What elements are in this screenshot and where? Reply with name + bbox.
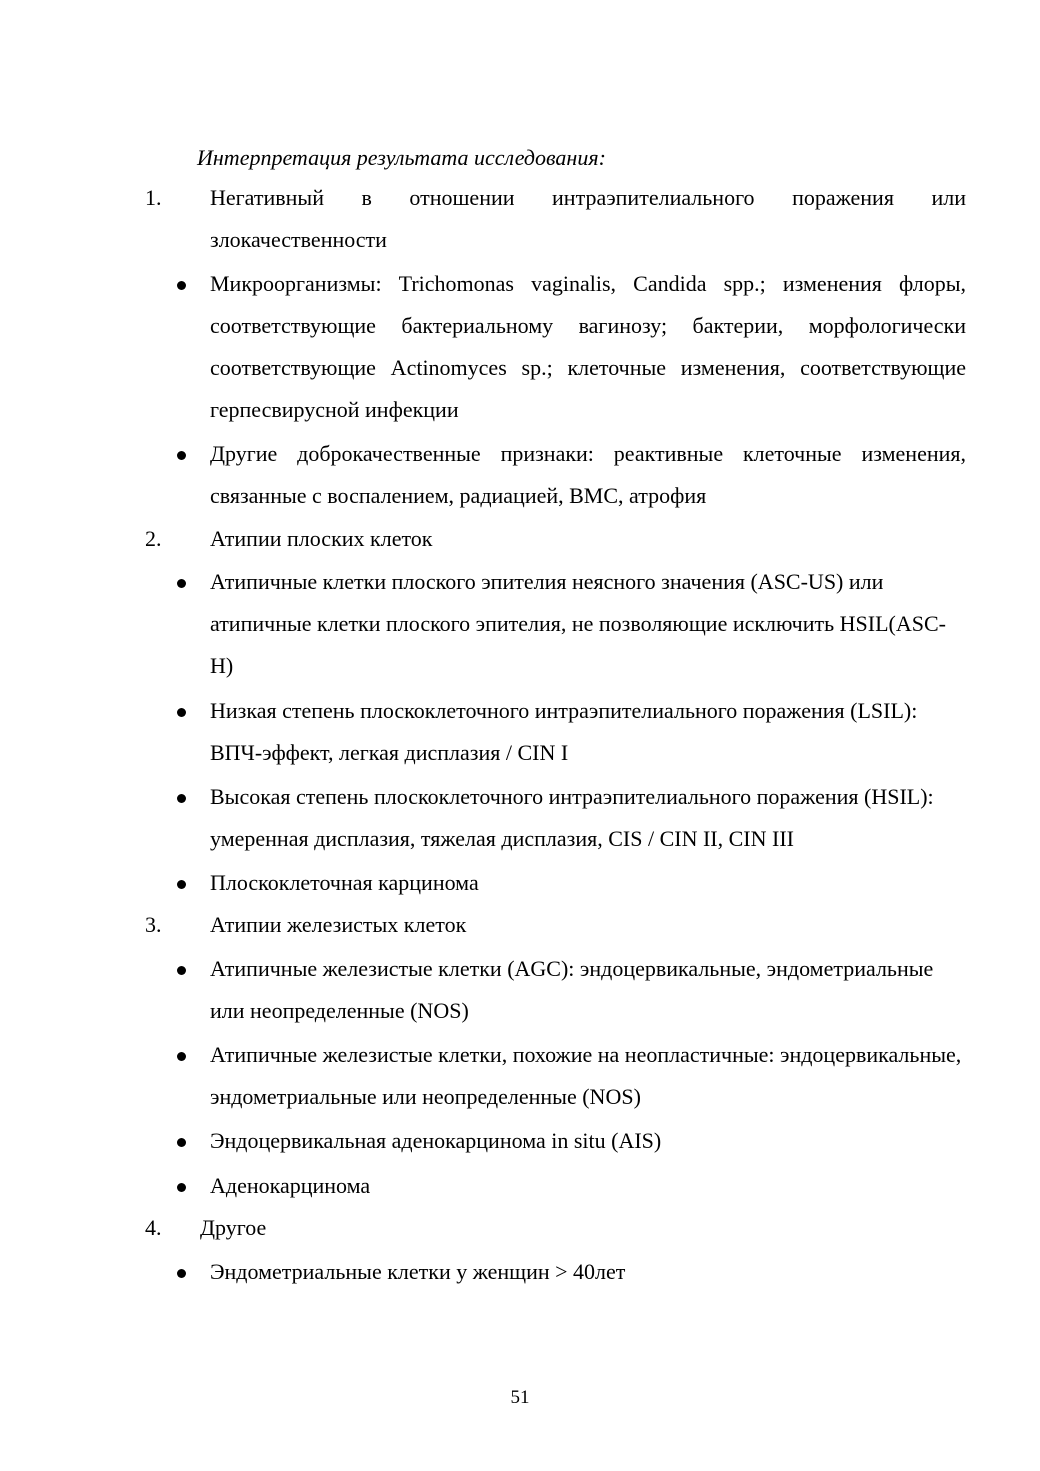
list-number-4: 4. <box>145 1215 162 1240</box>
bullet-item-1-2: Другие доброкачественные признаки: реактивные клеточные изменения, связанные с воспалением, радиацией, ВМС, атрофия <box>210 441 966 508</box>
bullet-icon <box>177 880 186 889</box>
bullet-icon <box>177 1183 186 1192</box>
bullet-item-2-2: Низкая степень плоскоклеточного интраэпителиального поражения (LSIL): ВПЧ-эффект, легкая дисплазия / CIN I <box>210 698 918 765</box>
list-item-title-2: Атипии плоских клеток <box>210 526 433 551</box>
bullet-icon <box>177 1269 186 1278</box>
list-number-2: 2. <box>145 526 162 551</box>
bullet-item-3-4: Аденокарцинома <box>210 1173 371 1198</box>
bullet-icon <box>177 708 186 717</box>
bullet-icon <box>177 1052 186 1061</box>
bullet-icon <box>177 966 186 975</box>
bullet-icon <box>177 451 186 460</box>
bullet-item-2-3: Высокая степень плоскоклеточного интраэпителиального поражения (HSIL): умеренная дисплазия, тяжелая дисплазия, CIS / CIN II, CIN III <box>210 784 934 851</box>
list-number-1: 1. <box>145 185 162 210</box>
bullet-item-4-1: Эндометриальные клетки у женщин > 40лет <box>210 1259 626 1284</box>
list-number-3: 3. <box>145 912 162 937</box>
list-item-title-1: Негативный в отношении интраэпителиального поражения или злокачественности <box>210 185 966 252</box>
bullet-item-3-3: Эндоцервикальная аденокарцинома in situ (AIS) <box>210 1128 662 1153</box>
bullet-icon <box>177 1138 186 1147</box>
bullet-item-2-4: Плоскоклеточная карцинома <box>210 870 479 895</box>
bullet-icon <box>177 579 186 588</box>
list-item-title-3: Атипии железистых клеток <box>210 912 467 937</box>
section-heading: Интерпретация результата исследования: <box>197 145 606 170</box>
list-item-title-4: Другое <box>200 1215 267 1240</box>
page-number: 51 <box>510 1387 530 1408</box>
bullet-icon <box>177 281 186 290</box>
bullet-item-3-2: Атипичные железистые клетки, похожие на неопластичные: эндоцервикальные, эндометриальные или неопределенные (NOS) <box>210 1042 962 1109</box>
bullet-icon <box>177 794 186 803</box>
bullet-item-3-1: Атипичные железистые клетки (AGC): эндоцервикальные, эндометриальные или неопределенные (NOS) <box>210 956 934 1023</box>
bullet-item-2-1: Атипичные клетки плоского эпителия неясного значения (ASC-US) или атипичные клетки плоского эпителия, не позволяющие исключить HSIL(ASC-H) <box>210 569 946 678</box>
bullet-item-1-1: Микроорганизмы: Trichomonas vaginalis, Candida spp.; изменения флоры, соответствующие бактериальному вагинозу; бактерии, морфологически соответствующие Actinomyces sp.; клеточные изменения, соответствующие герпесвирусной инфекции <box>210 271 966 422</box>
